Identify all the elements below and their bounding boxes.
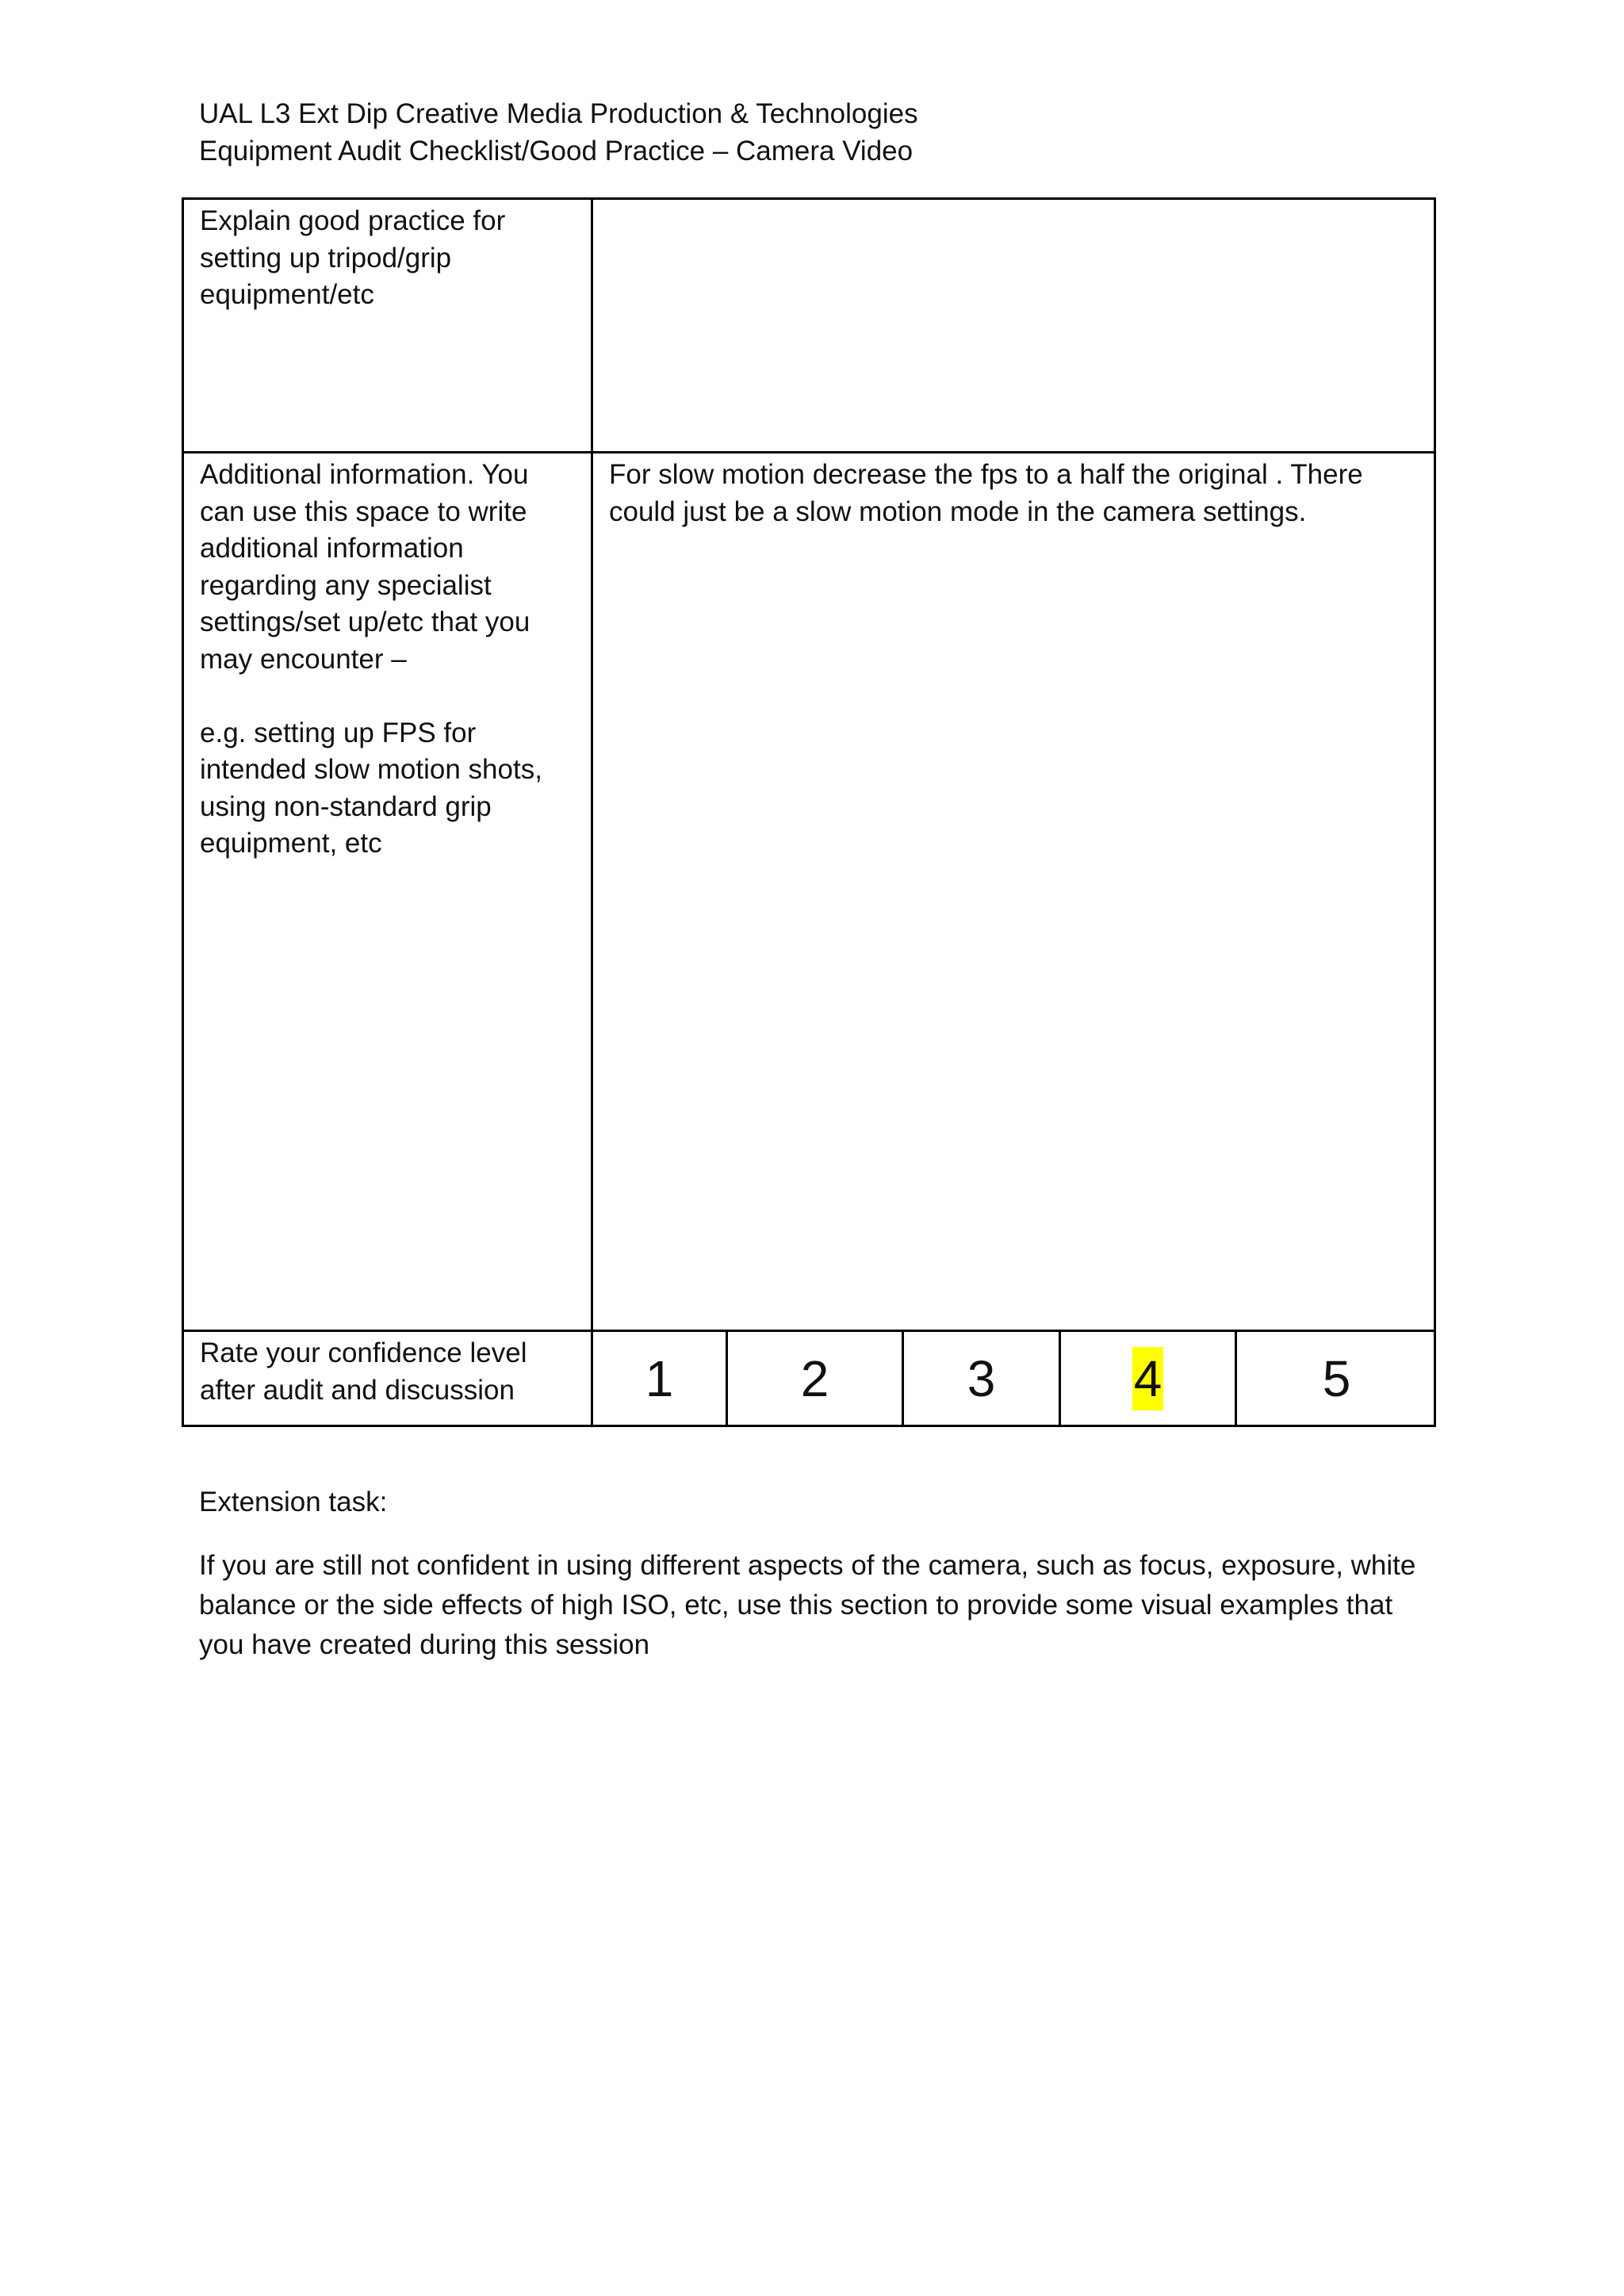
document-header xyxy=(199,95,918,170)
additional-info-label-para1: Additional information. You can use this space to write additional information regarding any specialist settings/set up/etc that you may encounter – xyxy=(200,459,530,675)
table-row-tripod xyxy=(184,200,1434,453)
rating-option-3-label: 3 xyxy=(967,1349,996,1407)
confidence-rating-label: Rate your confidence level after audit and discussion xyxy=(184,1332,593,1425)
header-line-title: Equipment Audit Checklist/Good Practice – Camera Video xyxy=(199,136,914,166)
rating-option-5[interactable] xyxy=(1237,1332,1436,1425)
table-row-confidence-rating xyxy=(184,1332,1434,1425)
extension-task-section xyxy=(199,1483,1444,1665)
audit-table xyxy=(182,197,1436,1427)
table-row-additional-info xyxy=(184,453,1434,1332)
rating-option-2[interactable] xyxy=(728,1332,904,1425)
tripod-label: Explain good practice for setting up tripod/grip equipment/etc xyxy=(184,200,593,451)
additional-info-label-para2: e.g. setting up FPS for intended slow motion shots, using non-standard grip equipment, etc xyxy=(200,717,542,859)
rating-option-4[interactable] xyxy=(1061,1332,1237,1425)
extension-task-title: Extension task: xyxy=(199,1487,388,1517)
header-line-course: UAL L3 Ext Dip Creative Media Production & Technologies xyxy=(199,98,918,129)
additional-info-label xyxy=(184,453,593,1330)
tripod-answer-field[interactable] xyxy=(593,200,1434,451)
rating-option-1-label: 1 xyxy=(645,1349,674,1407)
rating-option-3[interactable] xyxy=(904,1332,1061,1425)
rating-option-4-label-selected: 4 xyxy=(1132,1347,1164,1410)
rating-option-5-label: 5 xyxy=(1322,1349,1351,1407)
additional-info-answer-field[interactable]: For slow motion decrease the fps to a half the original . There could just be a slow motion mode in the camera settings. xyxy=(609,459,1363,527)
paragraph-gap xyxy=(200,678,575,715)
rating-option-2-label: 2 xyxy=(800,1349,829,1407)
confidence-rating-options xyxy=(593,1332,1436,1425)
rating-option-1[interactable] xyxy=(593,1332,728,1425)
extension-task-body: If you are still not confident in using different aspects of the camera, such as focus, exposure, white balance or the side effects of high ISO, etc, use this section to provide some visual examples that you have created during this session xyxy=(199,1550,1416,1660)
